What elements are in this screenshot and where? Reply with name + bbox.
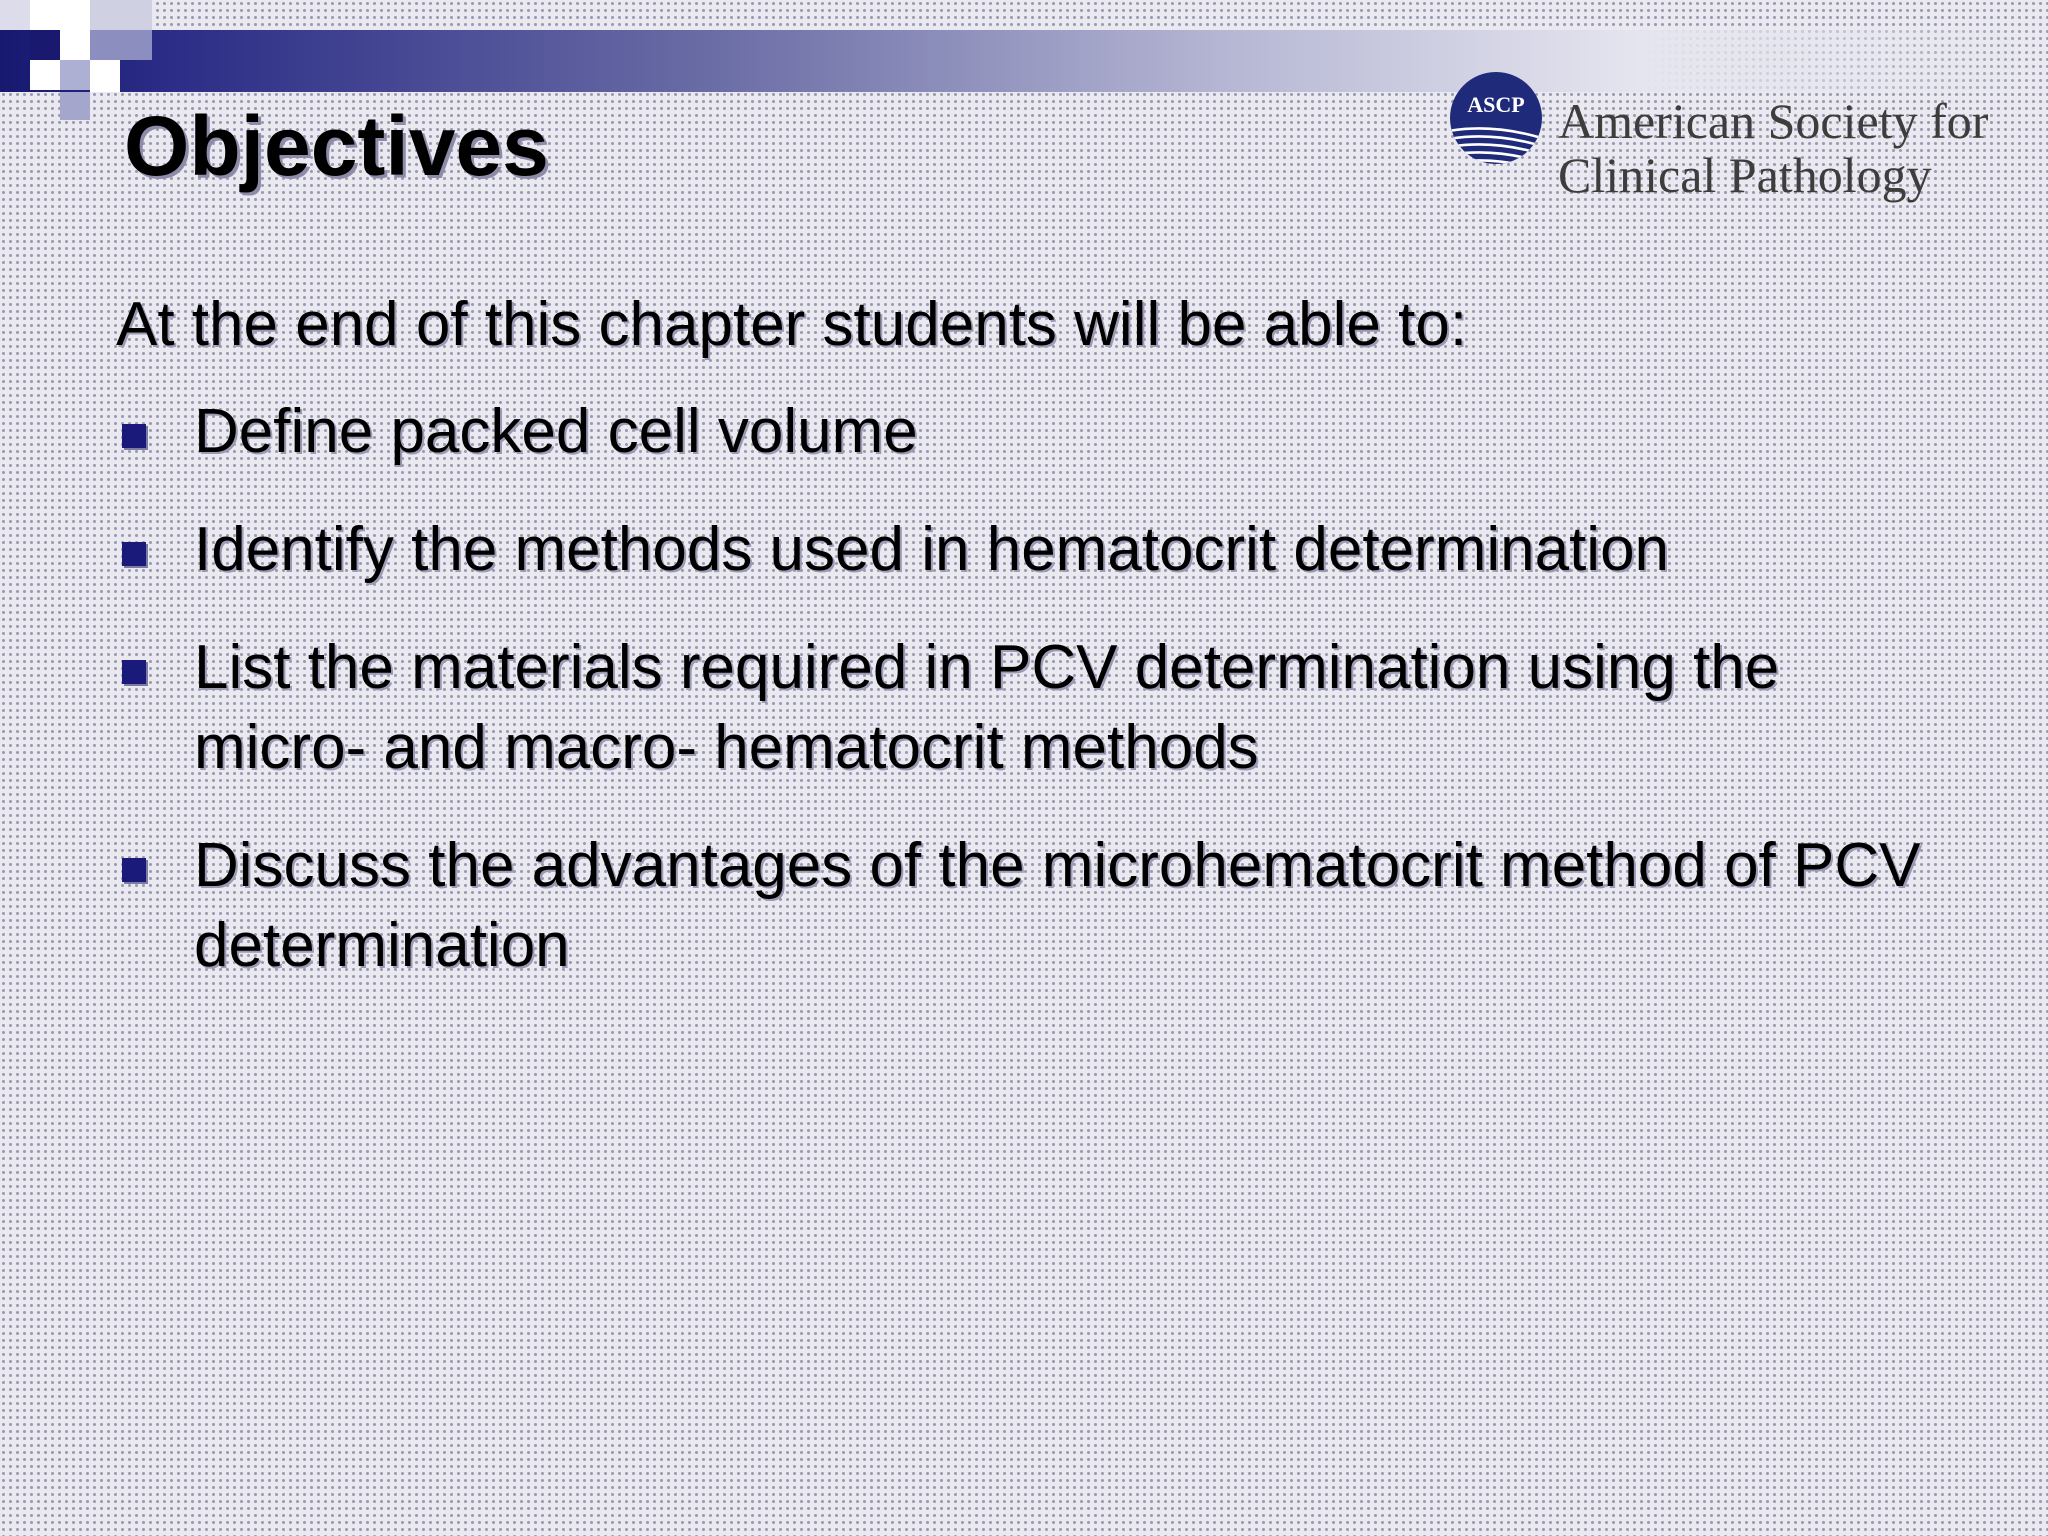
square-bullet-icon: [122, 542, 146, 566]
decor-square: [60, 30, 90, 60]
decor-square: [60, 92, 90, 120]
logo-line-1: American Society for: [1558, 93, 1989, 149]
slide-body: [116, 282, 1936, 1024]
objective-item: [116, 510, 1936, 590]
slide-title: Objectives: [124, 99, 549, 193]
decor-square: [30, 0, 60, 30]
decor-square: [30, 60, 60, 90]
square-bullet-icon: [122, 660, 146, 684]
objective-item: [116, 826, 1936, 986]
ascp-emblem-text: ASCP: [1467, 92, 1525, 117]
decor-square: [90, 30, 152, 60]
square-bullet-icon: [122, 424, 146, 448]
objective-item: [116, 628, 1936, 788]
square-bullet-icon: [122, 858, 146, 882]
objective-text: Identify the methods used in hematocrit determination: [194, 515, 1670, 584]
logo-line-2: Clinical Pathology: [1558, 147, 1932, 203]
objectives-list: [116, 392, 1936, 986]
intro-text: At the end of this chapter students will be able to:: [116, 290, 1468, 359]
logo-wordmark: [1558, 94, 2028, 202]
decor-square: [90, 60, 120, 92]
decor-square: [60, 60, 90, 90]
decor-square: [30, 30, 60, 60]
ascp-logo: [1448, 64, 2028, 214]
decor-square: [60, 0, 90, 30]
objective-text: Define packed cell volume: [194, 397, 918, 466]
ascp-emblem-icon: [1448, 70, 1544, 166]
objective-text: Discuss the advantages of the microhematocrit method of PCV determination: [194, 831, 1921, 980]
objective-text: List the materials required in PCV determination using the micro- and macro- hematocrit methods: [194, 633, 1780, 782]
objective-item: [116, 392, 1936, 472]
decor-square: [0, 0, 30, 30]
decor-square: [90, 0, 152, 30]
